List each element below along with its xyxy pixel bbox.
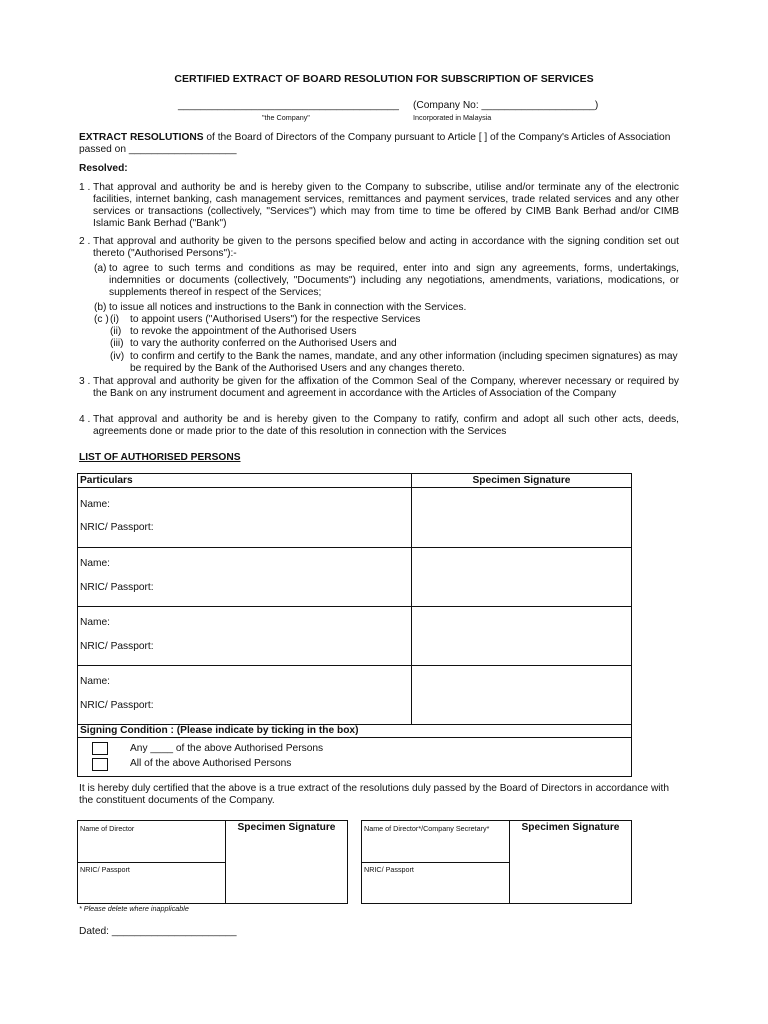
- roman-text: to vary the authority conferred on the Authorised Users and: [130, 338, 397, 349]
- resolution-item-3: [79, 376, 679, 400]
- subitem-text: to issue all notices and instructions to the Bank in connection with the Services.: [109, 302, 467, 313]
- item-text: That approval and authority be given to the persons specified below and acting in accordance with the signing condition set out thereto ("Authorised Persons"):-: [93, 236, 679, 259]
- specimen-signature-header: Specimen Signature: [472, 475, 571, 486]
- list-of-authorised-persons-heading: LIST OF AUTHORISED PERSONS: [79, 452, 241, 463]
- resolution-item-1: [79, 182, 679, 230]
- secretary-specimen-label: Specimen Signature: [521, 822, 620, 833]
- person-3-signature-box[interactable]: [412, 607, 631, 665]
- subitem-b: [94, 302, 679, 314]
- roman-text: to appoint users ("Authorised Users") for the respective Services: [130, 314, 421, 325]
- roman-item-i: [94, 314, 679, 326]
- resolved-label: Resolved:: [79, 163, 128, 174]
- signatory-row-divider: [362, 862, 509, 863]
- director-signatory-box: [77, 820, 348, 904]
- subitem-number: (b): [94, 302, 107, 313]
- item-number: 1 .: [79, 182, 91, 193]
- person-2-signature-box[interactable]: [412, 548, 631, 606]
- signatory-row-divider: [78, 862, 225, 863]
- director-signature-area[interactable]: [226, 835, 347, 903]
- roman-text: to confirm and certify to the Bank the names, mandate, and any other information (including specimen signatures) as may be required by the Bank of the Authorised Users and any changes thereto.: [130, 351, 678, 374]
- roman-number: (ii): [110, 326, 122, 337]
- particulars-header: Particulars: [80, 475, 133, 486]
- secretary-nric-label: NRIC/ Passport: [364, 865, 414, 874]
- item-number: 2 .: [79, 236, 91, 247]
- person-3-nric-label: NRIC/ Passport:: [80, 641, 154, 652]
- director-nric-label: NRIC/ Passport: [80, 865, 130, 874]
- person-4-name-label: Name:: [80, 676, 111, 687]
- subitem-number: (a): [94, 263, 107, 274]
- resolution-item-2: [79, 236, 679, 260]
- roman-item-iii: [94, 338, 679, 350]
- subitem-c-number: (c ): [94, 314, 109, 325]
- director-name-label: Name of Director: [80, 824, 135, 833]
- all-persons-checkbox[interactable]: [92, 758, 108, 771]
- document-title: CERTIFIED EXTRACT OF BOARD RESOLUTION FOR SUBSCRIPTION OF SERVICES: [174, 73, 594, 85]
- secretary-name-label: Name of Director*/Company Secretary*: [364, 824, 490, 833]
- footnote: * Please delete where inapplicable: [79, 904, 189, 913]
- signing-condition-label: Signing Condition : (Please indicate by ticking in the box): [80, 725, 359, 736]
- item-text: That approval and authority be and is hereby given to the Company to subscribe, utilise and/or terminate any of the electronic facilities, internet banking, cash management services, remittances and payment services, trade related services and any other services or transactions (collectively, "Services") which may from time to time be offered by CIMB Bank Berhad and/or CIMB Islamic Bank Berhad ("Bank"): [93, 182, 679, 229]
- extract-lead: EXTRACT RESOLUTIONS: [79, 132, 204, 143]
- person-1-signature-box[interactable]: [412, 488, 631, 547]
- authorised-persons-table: [77, 473, 632, 777]
- item-text: That approval and authority be and is hereby given to the Company to ratify, confirm and adopt all such other acts, deeds, agreements done or made prior to the date of this resolution in connection with the Services: [93, 414, 679, 437]
- person-4-signature-box[interactable]: [412, 666, 631, 724]
- person-4-nric-label: NRIC/ Passport:: [80, 700, 154, 711]
- company-name-blank[interactable]: _______________________________________: [178, 100, 399, 111]
- secretary-signature-area[interactable]: [510, 835, 631, 903]
- the-company-caption: "the Company": [262, 113, 310, 122]
- roman-item-iv: [94, 351, 679, 375]
- person-1-name-label: Name:: [80, 499, 111, 510]
- extract-resolutions-paragraph: [79, 132, 679, 156]
- extract-text: of the Board of Directors of the Company pursuant to Article [ ] of the Company's Articles of Association passed on ___________________: [79, 132, 671, 155]
- roman-number: (iv): [110, 351, 125, 362]
- item-text: That approval and authority be given for the affixation of the Common Seal of the Company, wherever necessary or required by the Bank on any instrument document and agreement in accordance with the Articles of Association of the Company: [93, 376, 679, 399]
- person-2-nric-label: NRIC/ Passport:: [80, 582, 154, 593]
- secretary-signatory-box: [361, 820, 632, 904]
- roman-number: (iii): [110, 338, 124, 349]
- row-divider: [78, 737, 631, 738]
- subitem-text: to agree to such terms and conditions as may be required, enter into and sign any agreements, forms, undertakings, indemnities or documents (collectively, "Documents") including any negotiations, amendments, variations, modications, or supplements thereof in respect of the Services;: [109, 263, 679, 298]
- company-number-field[interactable]: (Company No: ____________________): [413, 100, 599, 111]
- roman-text: to revoke the appointment of the Authorised Users: [130, 326, 357, 337]
- incorporated-caption: Incorporated in Malaysia: [413, 113, 492, 122]
- roman-number: (i): [110, 314, 120, 325]
- director-specimen-label: Specimen Signature: [237, 822, 336, 833]
- certification-paragraph: It is hereby duly certified that the above is a true extract of the resolutions duly passed by the Board of Directors in accordance with the constituent documents of the Company.: [79, 783, 670, 806]
- person-1-nric-label: NRIC/ Passport:: [80, 522, 154, 533]
- subitem-a: [94, 263, 679, 299]
- roman-item-ii: [94, 326, 679, 338]
- person-3-name-label: Name:: [80, 617, 111, 628]
- all-persons-option-label: All of the above Authorised Persons: [130, 758, 292, 769]
- person-2-name-label: Name:: [80, 558, 111, 569]
- resolution-item-4: [79, 414, 679, 438]
- any-persons-option-label: Any ____ of the above Authorised Persons: [130, 743, 324, 754]
- any-persons-checkbox[interactable]: [92, 742, 108, 755]
- item-number: 4 .: [79, 414, 91, 425]
- item-number: 3 .: [79, 376, 91, 387]
- dated-field[interactable]: Dated: ______________________: [79, 926, 237, 937]
